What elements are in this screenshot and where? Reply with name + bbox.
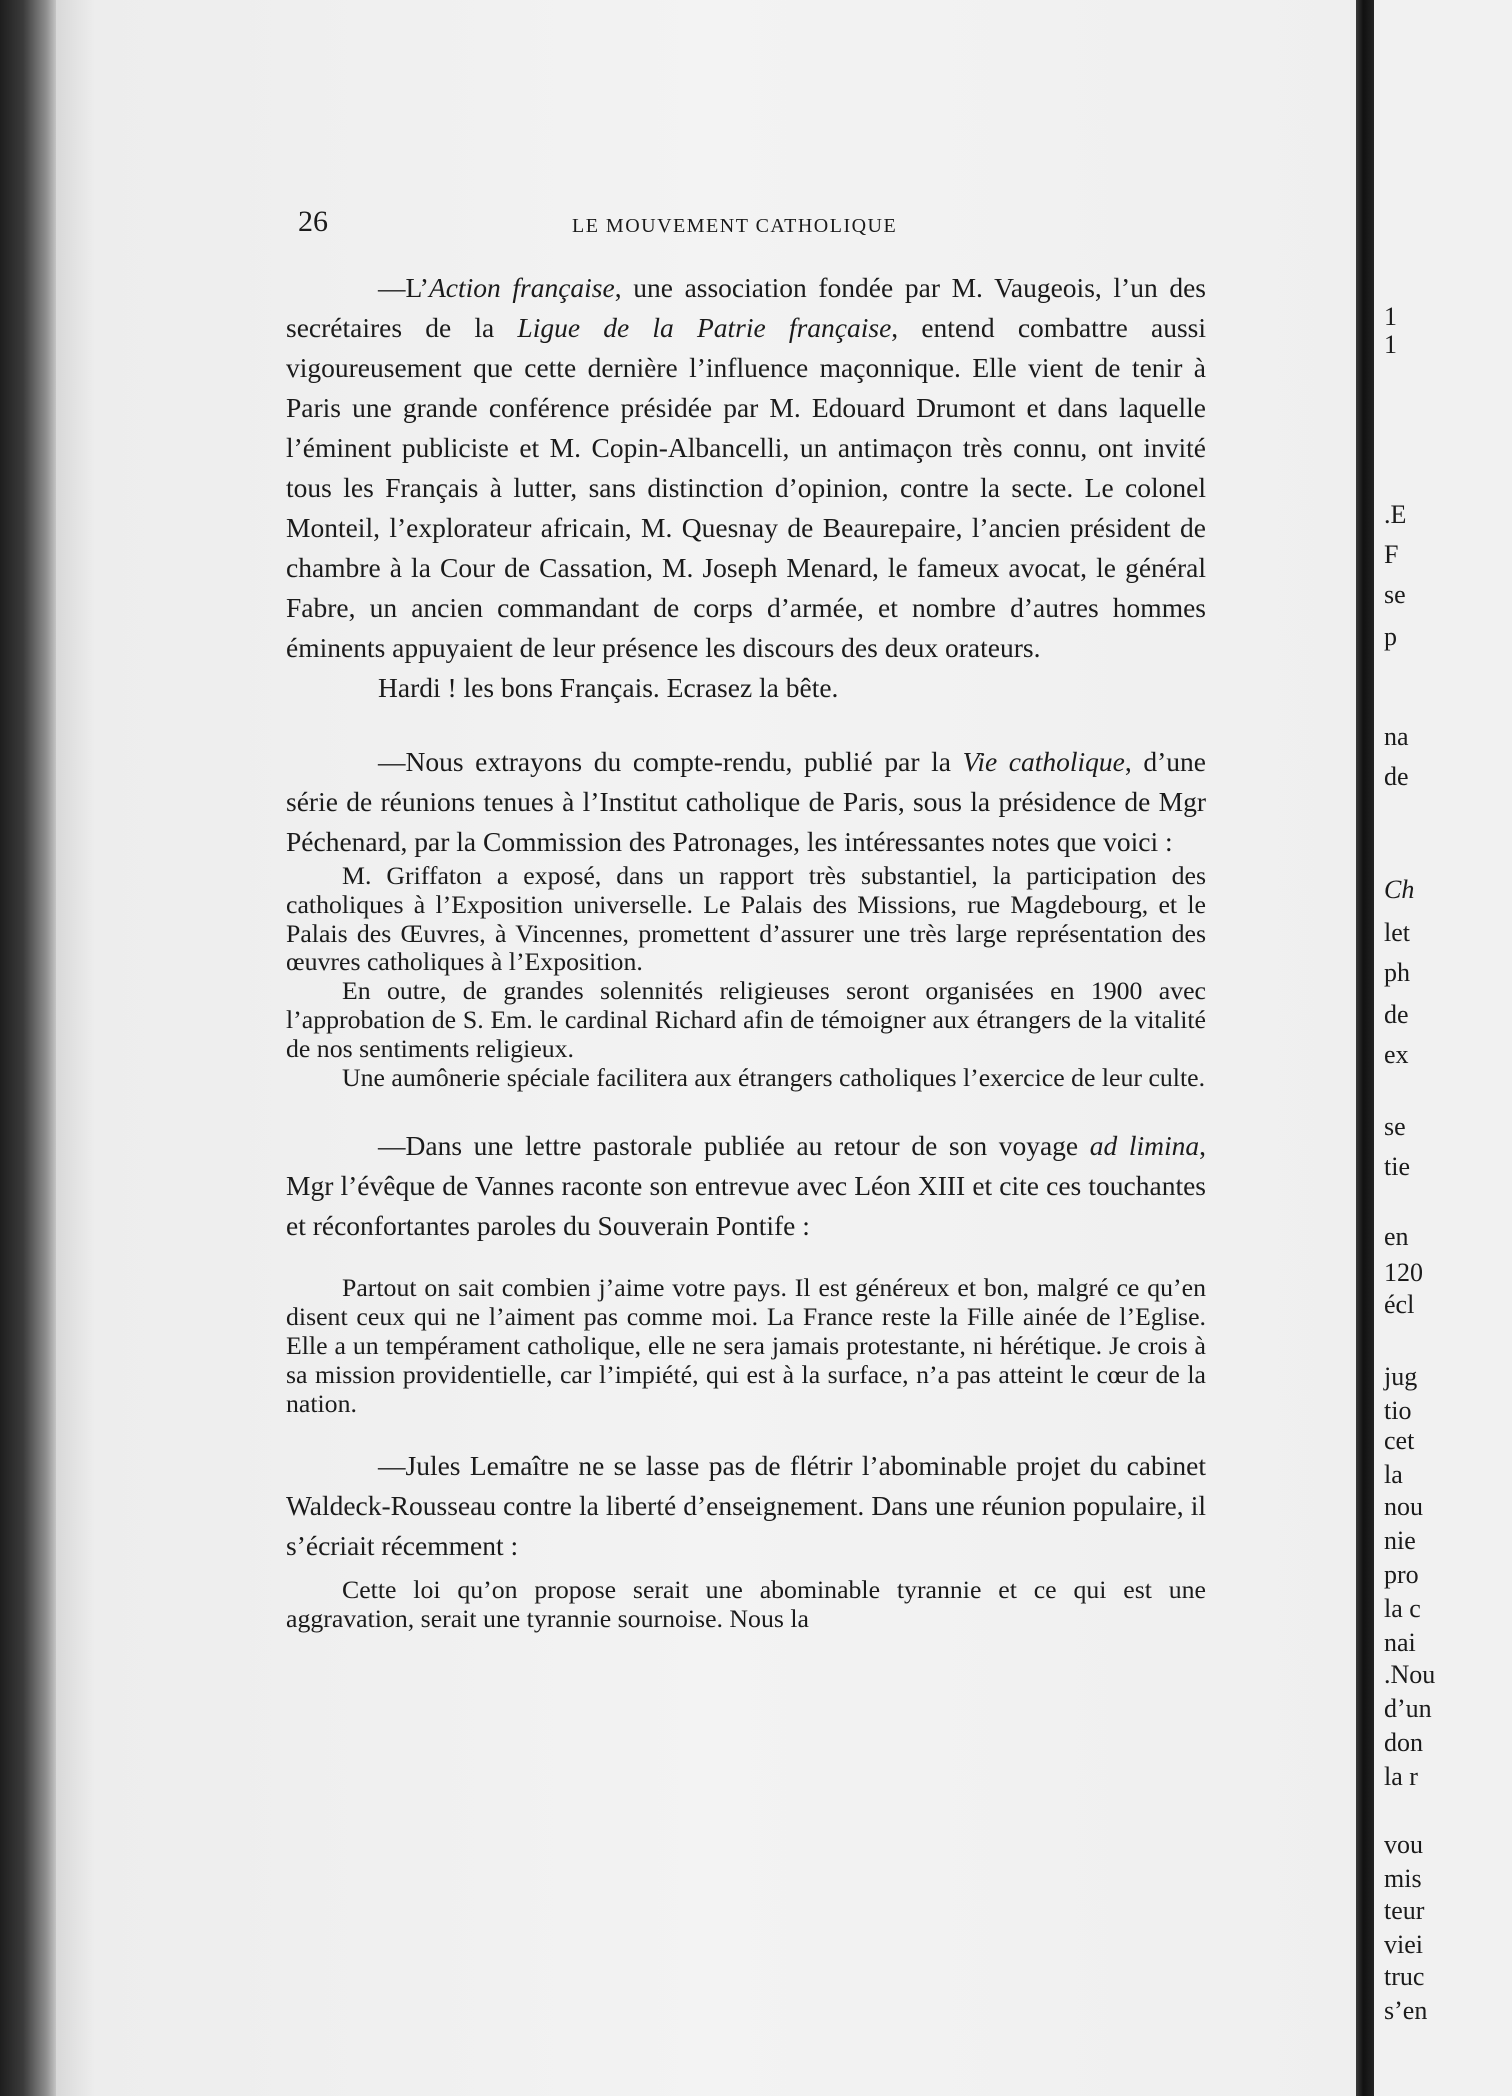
facing-page-fragment: mis xyxy=(1384,1864,1422,1893)
paragraph xyxy=(286,977,1206,1063)
paragraph xyxy=(286,742,1206,862)
paragraph-text: Hardi ! les bons Français. Ecrasez la bête. xyxy=(378,672,839,703)
facing-page-fragment: tio xyxy=(1384,1396,1412,1425)
facing-page-fragment: tie xyxy=(1384,1152,1410,1181)
facing-page-fragment: jug xyxy=(1384,1362,1418,1391)
facing-page-fragment: la c xyxy=(1384,1594,1421,1623)
facing-page-fragment: .E xyxy=(1384,500,1407,529)
facing-page-fragment: F xyxy=(1384,540,1399,569)
facing-page-fragment: en xyxy=(1384,1222,1409,1251)
paragraph xyxy=(286,1446,1206,1566)
italic-text: ad limina xyxy=(1089,1130,1200,1162)
paragraph-text: —Jules Lemaître ne se lasse pas de flétrir l’abominable projet du cabinet Waldeck-Rousseau contre la liberté d’enseignement. Dans une réunion populaire, il s’écriait récemment : xyxy=(286,1450,1206,1562)
facing-page-fragment: nai xyxy=(1384,1628,1416,1657)
facing-page-fragment: écl xyxy=(1384,1290,1415,1319)
facing-page-fragment: na xyxy=(1384,722,1409,751)
paragraph xyxy=(286,1126,1206,1246)
paragraph-text: Partout on sait combien j’aime votre pays. Il est généreux et bon, malgré ce qu’en disent ceux qui ne l’aiment pas comme moi. La France reste la Fille ainée de l’Eglise. Elle a un tempérament catholique, elle ne sera jamais protestante, ni hérétique. Je crois à sa mission providentielle, car l’impiété, qui est à la surface, n’a pas atteint le cœur de la nation. xyxy=(286,1273,1206,1418)
paragraph-text: , entend combattre aussi vigoureusement que cette dernière l’influence maçonnique. Elle vient de tenir à Paris une grande conférence présidée par M. Edouard Drumont et dans laquelle l’éminent publiciste et M. Copin-Albancelli, un antimaçon très connu, ont invité tous les Français à lutter, sans distinction d’opinion, contre la secte. Le colonel Monteil, l’explorateur africain, M. Quesnay de Beaurepaire, l’ancien président de chambre à la Cour de Cassation, M. Joseph Menard, le fameux avocat, le général Fabre, un ancien commandant de corps d’armée, et nombre d’autres hommes éminents appuyaient de leur présence les discours des deux orateurs. xyxy=(286,312,1206,663)
book-gutter xyxy=(1356,0,1374,2096)
facing-page-fragment: 1 xyxy=(1384,330,1397,359)
facing-page-fragment: viei xyxy=(1384,1930,1423,1959)
facing-page-fragment: truc xyxy=(1384,1962,1425,1991)
paragraph-text: —L’ xyxy=(378,272,429,303)
paragraph-text: , Mgr l’évêque de Vannes raconte son entrevue avec Léon XIII et cite ces touchantes et réconfortantes paroles du Souverain Pontife : xyxy=(286,1130,1207,1242)
page-body xyxy=(286,268,1206,1634)
paragraph-text: , une association fondée par M. Vaugeois, l’un des secrétaires de la xyxy=(286,272,1206,343)
facing-page-fragment: d’un xyxy=(1384,1694,1432,1723)
facing-page-fragment: la r xyxy=(1384,1762,1418,1791)
facing-page-fragment: vou xyxy=(1384,1830,1423,1859)
facing-page-fragment: se xyxy=(1384,1112,1406,1141)
facing-page-fragment: cet xyxy=(1384,1426,1415,1455)
paragraph-text: , d’une série de réunions tenues à l’Institut catholique de Paris, sous la présidence de Mgr Péchenard, par la Commission des Patronages, les intéressantes notes que voici : xyxy=(286,746,1206,857)
facing-page-fragment: ph xyxy=(1384,958,1410,987)
paragraph-text: Cette loi qu’on propose serait une abominable tyrannie et ce qui est une aggravation, serait une tyrannie sournoise. Nous la xyxy=(286,1575,1206,1634)
paragraph-text: —Nous extrayons du compte-rendu, publié par la xyxy=(378,746,963,777)
paragraph-text: M. Griffaton a exposé, dans un rapport très substantiel, la participation des catholiques à l’Exposition universelle. Le Palais des Missions, rue Magdebourg, et le Palais des Œuvres, à Vincennes, promettent d’assurer une très large représentation des œuvres catholiques à l’Exposition. xyxy=(286,861,1206,977)
facing-page-fragment: .Nou xyxy=(1384,1660,1436,1689)
paragraph xyxy=(286,1064,1206,1093)
facing-page-fragment: teur xyxy=(1384,1896,1425,1925)
facing-page-fragment: de xyxy=(1384,762,1409,791)
facing-page-fragment: nie xyxy=(1384,1526,1416,1555)
running-head: LE MOUVEMENT CATHOLIQUE xyxy=(572,215,898,237)
paragraph xyxy=(286,668,1206,708)
facing-page-fragment: se xyxy=(1384,580,1406,609)
italic-text: Action française xyxy=(428,272,615,303)
paragraph-text: En outre, de grandes solennités religieuses seront organisées en 1900 avec l’approbation de S. Em. le cardinal Richard afin de témoigner aux étrangers de la vitalité de nos sentiments religieux. xyxy=(286,976,1206,1063)
paragraph xyxy=(286,1576,1206,1634)
facing-page-fragment: nou xyxy=(1384,1492,1423,1521)
paragraph xyxy=(286,862,1206,977)
facing-page-fragment: 1 xyxy=(1384,302,1397,331)
italic-text: Vie catholique xyxy=(962,746,1125,777)
paragraph xyxy=(286,268,1206,668)
facing-page-fragment: la xyxy=(1384,1460,1403,1489)
facing-page-fragment: let xyxy=(1384,918,1410,947)
facing-page-edge xyxy=(1374,0,1512,2096)
facing-page-fragment: pro xyxy=(1384,1560,1419,1589)
page-header xyxy=(294,205,1294,245)
facing-page-fragment: Ch xyxy=(1384,875,1415,904)
paragraph xyxy=(286,1274,1206,1418)
facing-page-fragment: p xyxy=(1384,622,1397,651)
italic-text: Ligue de la Patrie française xyxy=(517,312,892,343)
facing-page-fragment: don xyxy=(1384,1728,1423,1757)
facing-page-fragment: 120 xyxy=(1384,1258,1423,1287)
facing-page-fragment: ex xyxy=(1384,1040,1409,1069)
facing-page-fragment: de xyxy=(1384,1000,1409,1029)
scan-left-edge xyxy=(0,0,58,2096)
facing-page-fragment: s’en xyxy=(1384,1996,1428,2025)
paragraph-text: Une aumônerie spéciale facilitera aux étrangers catholiques l’exercice de leur culte. xyxy=(342,1062,1206,1092)
paragraph-text: —Dans une lettre pastorale publiée au retour de son voyage xyxy=(378,1130,1090,1162)
page-number: 26 xyxy=(298,205,328,238)
